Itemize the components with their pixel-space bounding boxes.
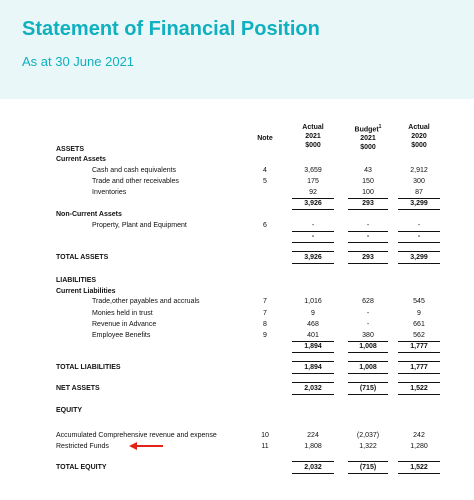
actual-2021-year: 2021	[305, 133, 321, 140]
total-rule	[348, 461, 388, 462]
row-label: Accumulated Comprehensive revenue and expense	[56, 432, 217, 439]
total-rule	[348, 394, 388, 395]
row-label: Non-Current Assets	[56, 211, 122, 218]
subtotal-rule	[292, 341, 334, 342]
budget-2021-value: 1,322	[359, 443, 377, 450]
actual-2021-value: 92	[309, 189, 317, 196]
actual-2021-value: 1,808	[304, 443, 322, 450]
note-ref: 11	[261, 443, 269, 450]
actual-2021-value: 3,926	[304, 254, 322, 261]
budget-2021-column-header	[346, 123, 390, 152]
note-ref: 9	[263, 332, 267, 339]
subtotal-rule	[348, 231, 388, 232]
row-label: TOTAL LIABILITIES	[56, 364, 121, 371]
total-rule	[348, 382, 388, 383]
row-label: NET ASSETS	[56, 385, 100, 392]
row-label: Property, Plant and Equipment	[92, 222, 187, 229]
total-rule	[398, 461, 440, 462]
note-ref: 4	[263, 167, 267, 174]
actual-2020-value: -	[417, 222, 421, 229]
arrow-shaft	[136, 445, 163, 447]
budget-2021-value: 1,008	[359, 364, 377, 371]
budget-2021-value: (2,037)	[356, 432, 380, 439]
actual-2020-value: 1,522	[410, 385, 428, 392]
budget-2021-value: 150	[362, 178, 374, 185]
actual-2021-value: 468	[307, 321, 319, 328]
total-rule	[292, 251, 334, 252]
budget-2021-value: -	[366, 233, 370, 240]
actual-2021-column-header	[290, 123, 336, 150]
actual-2020-unit: $000	[411, 142, 427, 149]
row-label: Trade,other payables and accruals	[92, 298, 200, 305]
total-rule	[398, 473, 440, 474]
budget-2021-value: 1,008	[359, 343, 377, 350]
actual-2021-value: 3,659	[304, 167, 322, 174]
total-rule	[292, 473, 334, 474]
total-rule	[348, 373, 388, 374]
total-rule	[292, 461, 334, 462]
budget-2021-label: Budget	[354, 126, 379, 134]
note-column-header	[250, 134, 280, 143]
subtotal-rule	[398, 209, 440, 210]
total-rule	[348, 263, 388, 264]
budget-2021-value: 628	[362, 298, 374, 305]
actual-2020-value: 1,777	[410, 343, 428, 350]
subtotal-rule	[292, 352, 334, 353]
total-rule	[292, 263, 334, 264]
actual-2021-value: 1,894	[304, 343, 322, 350]
budget-2021-value: 100	[362, 189, 374, 196]
budget-2021-value: (715)	[359, 385, 377, 392]
subtotal-rule	[292, 198, 334, 199]
total-rule	[348, 251, 388, 252]
subtotal-rule	[348, 341, 388, 342]
budget-2021-value: -	[366, 222, 370, 229]
total-rule	[292, 394, 334, 395]
row-label: EQUITY	[56, 407, 83, 414]
total-rule	[398, 394, 440, 395]
actual-2020-value: 1,522	[410, 464, 428, 471]
row-label: Trade and other receivables	[92, 178, 179, 185]
budget-2021-unit: $000	[360, 144, 376, 152]
actual-2020-value: 300	[413, 178, 425, 185]
actual-2021-value: -	[311, 222, 315, 229]
page-subtitle: As at 30 June 2021	[22, 54, 135, 69]
actual-2021-label: Actual	[302, 124, 324, 131]
note-ref: 10	[261, 432, 269, 439]
row-label: Monies held in trust	[92, 310, 153, 317]
actual-2021-unit: $000	[305, 142, 321, 149]
total-rule	[398, 263, 440, 264]
budget-2021-value: -	[366, 310, 370, 317]
budget-2021-value: 43	[364, 167, 372, 174]
actual-2020-value: 562	[413, 332, 425, 339]
budget-2021-value: 380	[362, 332, 374, 339]
subtotal-rule	[398, 341, 440, 342]
actual-2020-value: 3,299	[410, 254, 428, 261]
row-label: TOTAL ASSETS	[56, 254, 109, 261]
subtotal-rule	[348, 209, 388, 210]
actual-2021-value: 1,894	[304, 364, 322, 371]
total-rule	[292, 382, 334, 383]
budget-2021-value: -	[366, 321, 370, 328]
row-label: Revenue in Advance	[92, 321, 157, 328]
note-header-label: Note	[257, 135, 273, 142]
total-rule	[348, 473, 388, 474]
actual-2021-value: -	[311, 233, 315, 240]
subtotal-rule	[292, 242, 334, 243]
actual-2020-year: 2020	[411, 133, 427, 140]
actual-2020-value: 242	[413, 432, 425, 439]
note-ref: 8	[263, 321, 267, 328]
total-rule	[398, 382, 440, 383]
actual-2021-value: 3,926	[304, 200, 322, 207]
row-label: TOTAL EQUITY	[56, 464, 107, 471]
subtotal-rule	[398, 242, 440, 243]
subtotal-rule	[348, 352, 388, 353]
financial-statement	[0, 99, 474, 500]
page-title: Statement of Financial Position	[22, 18, 320, 40]
actual-2021-value: 2,032	[304, 464, 322, 471]
budget-2021-value: (715)	[359, 464, 377, 471]
total-rule	[398, 373, 440, 374]
row-label: Inventories	[92, 189, 127, 196]
note-ref: 5	[263, 178, 267, 185]
actual-2021-value: 2,032	[304, 385, 322, 392]
subtotal-rule	[398, 198, 440, 199]
budget-footnote-marker: 1	[378, 124, 382, 130]
actual-2020-value: 3,299	[410, 200, 428, 207]
total-rule	[398, 251, 440, 252]
total-rule	[398, 361, 440, 362]
actual-2020-column-header	[396, 123, 442, 150]
row-label: Restricted Funds	[56, 443, 109, 450]
actual-2021-value: 401	[307, 332, 319, 339]
row-label: Current Liabilities	[56, 288, 116, 295]
subtotal-rule	[292, 209, 334, 210]
row-label: Employee Benefits	[92, 332, 151, 339]
actual-2020-value: 87	[415, 189, 423, 196]
actual-2020-value: 545	[413, 298, 425, 305]
actual-2020-value: 661	[413, 321, 425, 328]
actual-2020-value: 2,912	[410, 167, 428, 174]
actual-2020-value: 9	[417, 310, 421, 317]
budget-2021-year: 2021	[360, 135, 376, 143]
note-ref: 7	[263, 298, 267, 305]
subtotal-rule	[348, 198, 388, 199]
actual-2020-value: 1,280	[410, 443, 428, 450]
row-label: ASSETS	[56, 146, 85, 153]
note-ref: 7	[263, 310, 267, 317]
row-label: LIABILITIES	[56, 277, 97, 284]
actual-2021-value: 9	[311, 310, 315, 317]
subtotal-rule	[398, 352, 440, 353]
total-rule	[292, 361, 334, 362]
actual-2020-label: Actual	[408, 124, 430, 131]
note-ref: 6	[263, 222, 267, 229]
total-rule	[348, 361, 388, 362]
subtotal-rule	[348, 242, 388, 243]
header-banner	[0, 0, 474, 99]
row-label: Current Assets	[56, 156, 106, 163]
total-rule	[292, 373, 334, 374]
row-label: Cash and cash equivalents	[92, 167, 177, 174]
actual-2021-value: 175	[307, 178, 319, 185]
budget-2021-value: 293	[362, 254, 374, 261]
budget-2021-value: 293	[362, 200, 374, 207]
actual-2020-value: -	[417, 233, 421, 240]
actual-2021-value: 1,016	[304, 298, 322, 305]
actual-2020-value: 1,777	[410, 364, 428, 371]
actual-2021-value: 224	[307, 432, 319, 439]
subtotal-rule	[398, 231, 440, 232]
subtotal-rule	[292, 231, 334, 232]
